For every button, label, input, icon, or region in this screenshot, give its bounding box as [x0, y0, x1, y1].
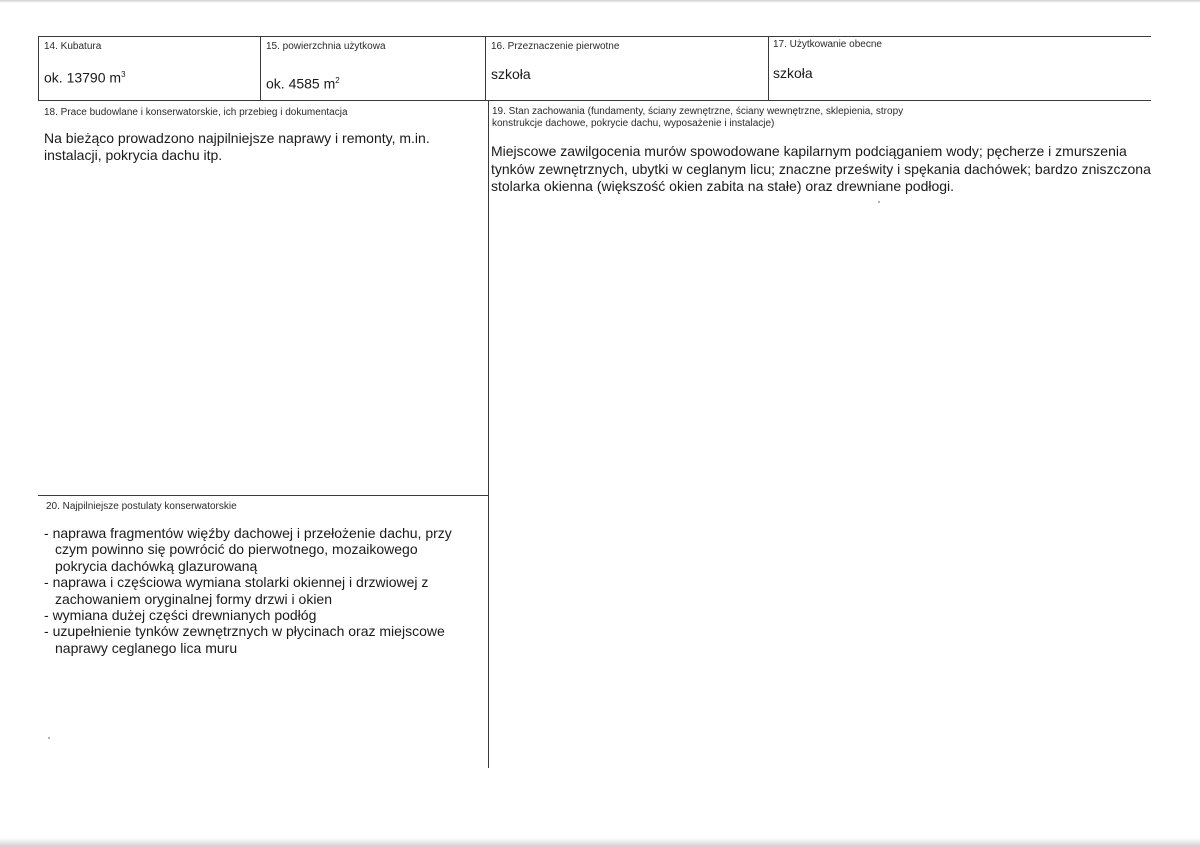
field-16-label: 16. Przeznaczenie pierwotne — [491, 41, 620, 52]
divider-column-left-right — [488, 100, 489, 768]
list-item: - naprawa i częściowa wymiana stolarki okiennej i drzwiowej z zachowaniem oryginalnej formy drzwi i okien — [44, 574, 466, 607]
row1-bottom-border — [38, 100, 1151, 101]
field-14-value-text: ok. 13790 m — [44, 69, 122, 86]
field-19-text: Miejscowe zawilgocenia murów spowodowane kapilarnym podciąganiem wody; pęcherze i zmurszenia tynków zewnętrznych, ubytki w ceglanym licu; znaczne prześwity i spękania dachówek; bardzo zniszczona stolarka okienna (większość okien zabita na stałe) oraz drewniane podłogi. — [491, 143, 1151, 194]
list-item: - naprawa fragmentów więźby dachowej i przełożenie dachu, przy czym powinno się powrócić do pierwotnego, mozaikowego pokrycia dachówką glazurowaną — [44, 525, 466, 574]
field-15-value-text: ok. 4585 m — [266, 75, 336, 92]
field-17-value: szkoła — [773, 65, 813, 81]
field-15-value — [266, 72, 340, 93]
field-15-label: 15. powierzchnia użytkowa — [266, 41, 386, 52]
field-20-list — [44, 525, 466, 656]
field-17-label: 17. Użytkowanie obecne — [773, 39, 882, 50]
field-14-label: 14. Kubatura — [44, 41, 102, 52]
divider-16-17 — [768, 36, 769, 100]
scan-speck — [48, 737, 50, 739]
field-14-value — [44, 66, 126, 87]
scan-speck — [878, 201, 880, 203]
list-item: - wymiana dużej części drewnianych podłóg — [44, 607, 466, 623]
field-19-label: 19. Stan zachowania (fundamenty, ściany zewnętrzne, ściany wewnętrzne, sklepienia, stropy konstrukcje dachowe, pokrycie dachu, wyposażenie i instalacje) — [492, 106, 904, 129]
page-edge-top — [0, 0, 1200, 3]
page-edge-bottom — [0, 838, 1200, 847]
section20-top-border — [38, 495, 488, 496]
field-20-label: 20. Najpilniejsze postulaty konserwatorskie — [46, 501, 237, 512]
field-18-label: 18. Prace budowlane i konserwatorskie, ich przebieg i dokumentacja — [44, 107, 348, 118]
top-border — [38, 36, 1151, 37]
field-15-unit-superscript: 2 — [335, 76, 340, 85]
list-item: - uzupełnienie tynków zewnętrznych w płycinach oraz miejscowe naprawy ceglanego lica muru — [44, 623, 466, 656]
field-16-value: szkoła — [491, 66, 531, 82]
divider-14-15 — [260, 36, 261, 100]
left-border — [38, 36, 39, 100]
field-18-text: Na bieżąco prowadzono najpilniejsze naprawy i remonty, m.in. instalacji, pokrycia dachu itp. — [44, 130, 430, 163]
divider-15-16 — [485, 36, 486, 100]
field-14-unit-superscript: 3 — [121, 70, 126, 79]
